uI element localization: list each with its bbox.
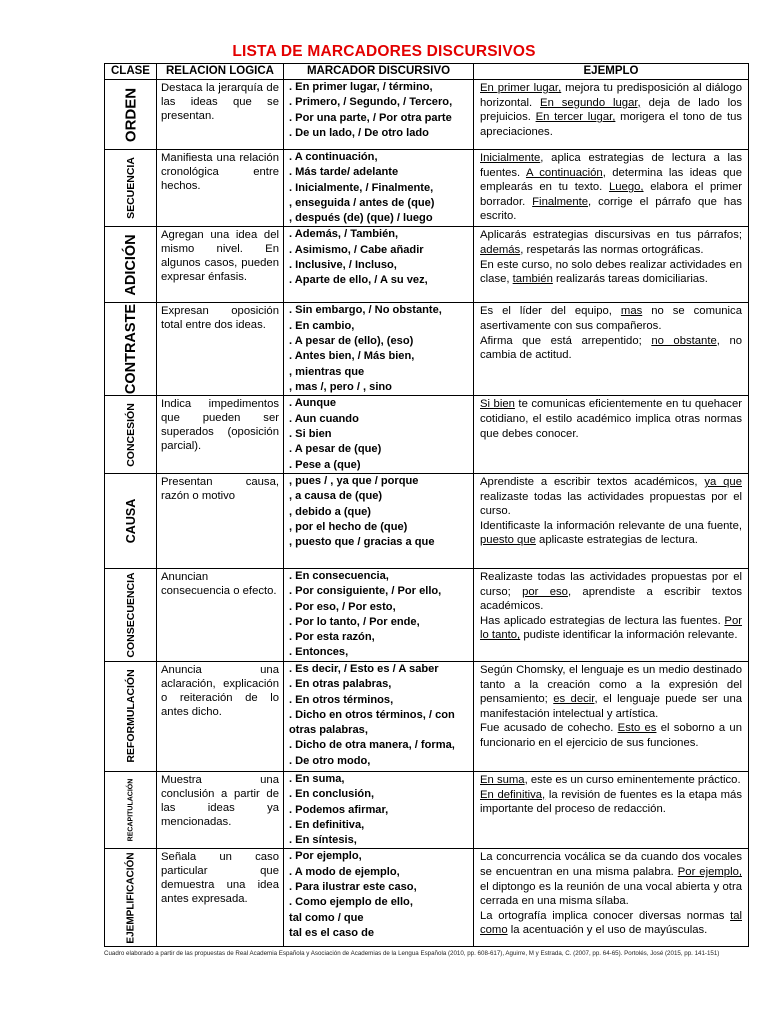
relacion-text: Destaca la jerarquía de las ideas que se presentan. xyxy=(161,82,279,122)
highlighted-marker: Finalmente xyxy=(532,195,589,208)
marcador-item: . Por esta razón, xyxy=(289,631,375,644)
marcador-cell xyxy=(284,661,474,771)
relacion-text: Expresan oposición total entre dos ideas. xyxy=(161,305,279,332)
marcador-item: . Por eso, / Por esto, xyxy=(289,600,396,613)
relacion-text: Manifiesta una relación cronológica entre hechos. xyxy=(161,152,279,192)
relacion-cell xyxy=(157,396,284,473)
marcador-cell xyxy=(284,227,474,303)
ejemplo-paragraph xyxy=(480,334,742,363)
relacion-cell xyxy=(157,849,284,947)
table-row xyxy=(105,473,749,568)
highlighted-marker: En segundo lugar, xyxy=(540,96,641,109)
marcador-item: . Como ejemplo de ello, xyxy=(289,896,413,909)
clase-label: REFORMULACIÓN xyxy=(124,669,137,764)
marcador-item: . Primero, / Segundo, / Tercero, xyxy=(289,96,453,109)
marcador-item: . En primer lugar, / término, xyxy=(289,81,433,93)
ejemplo-text: Aprendiste a escribir textos académicos, xyxy=(480,475,705,488)
ejemplo-text: deja de lado los prejuicios. xyxy=(480,96,743,124)
ejemplo-text: morigera el tono de tus apreciaciones. xyxy=(480,111,743,138)
marcador-item: , a causa de (que) xyxy=(289,490,383,503)
marcador-item: . A modo de ejemplo, xyxy=(289,865,400,878)
marcador-item: . Por una parte, / Por otra parte xyxy=(289,111,452,124)
marcador-item: . Inclusive, / Incluso, xyxy=(289,259,397,272)
ejemplo-cell xyxy=(474,568,749,661)
ejemplo-paragraph xyxy=(480,721,742,750)
header-marcador: MARCADOR DISCURSIVO xyxy=(284,64,474,80)
ejemplo-text: aplicaste estrategias de lectura. xyxy=(535,534,698,547)
ejemplo-paragraph xyxy=(480,909,742,938)
highlighted-marker: Por lo tanto, xyxy=(480,614,742,642)
marcador-item: , después (de) (que) / luego xyxy=(289,212,433,225)
highlighted-marker: Inicialmente xyxy=(480,152,541,164)
marcador-item: . Entonces, xyxy=(289,646,349,659)
clase-label: RECAPITULACIÓN xyxy=(127,778,134,842)
ejemplo-paragraph xyxy=(480,570,742,614)
clase-cell xyxy=(105,80,157,150)
relacion-text: Anuncian consecuencia o efecto. xyxy=(161,570,277,597)
marcador-item: . En síntesis, xyxy=(289,834,357,847)
highlighted-marker: En tercer lugar, xyxy=(535,111,616,124)
ejemplo-text: Identificaste la información relevante de una fuente, xyxy=(480,519,742,532)
ejemplo-text: , aplica estrategias de lectura a las fuentes. xyxy=(480,152,742,179)
marcador-item: . En consecuencia, xyxy=(289,569,389,582)
highlighted-marker: mas xyxy=(620,305,643,318)
marcador-item: . Además, / También, xyxy=(289,228,399,241)
relacion-text: Indica impedimentos que pueden ser superados (oposición parcial). xyxy=(161,398,279,453)
highlighted-marker: no obstante xyxy=(651,334,717,347)
ejemplo-paragraph xyxy=(480,519,742,548)
ejemplo-text: , aprendiste a escribir textos académicos. xyxy=(480,585,742,613)
marcador-item: . A continuación, xyxy=(289,151,378,163)
marcador-item: . En definitiva, xyxy=(289,818,365,831)
relacion-cell xyxy=(157,473,284,568)
highlighted-marker: Si bien xyxy=(480,398,515,411)
marcador-item: . Para ilustrar este caso, xyxy=(289,881,417,894)
ejemplo-paragraph xyxy=(480,151,742,224)
table-header-row xyxy=(105,64,749,80)
ejemplo-paragraph xyxy=(480,397,742,441)
marcador-item: . En cambio, xyxy=(289,319,355,332)
ejemplo-text: el diptongo es la reunión de una vocal abierta y otra cerrada en una misma sílaba. xyxy=(480,880,742,908)
ejemplo-text: Afirma que está arrepentido; xyxy=(480,334,652,347)
relacion-text: Agregan una idea del mismo nivel. En algunos casos, pueden expresar énfasis. xyxy=(161,229,279,284)
page-title: LISTA DE MARCADORES DISCURSIVOS xyxy=(232,43,536,60)
ejemplo-text: La ortografía implica conocer diversas normas xyxy=(480,909,731,922)
ejemplo-text: , no cambia de actitud. xyxy=(480,334,743,362)
clase-cell xyxy=(105,771,157,848)
ejemplo-paragraph xyxy=(480,788,742,817)
relacion-cell xyxy=(157,661,284,771)
ejemplo-paragraph xyxy=(480,475,742,519)
ejemplo-text: la acentuación y el uso de mayúsculas. xyxy=(507,924,708,937)
marcador-item: . Aunque xyxy=(289,397,337,410)
ejemplo-paragraph xyxy=(480,258,742,287)
ejemplo-text: Según Chomsky, el lenguaje es un medio destinado tanto a la creación como a la expresión del pensamiento; xyxy=(480,663,742,706)
marcador-item: . A pesar de (ello), (eso) xyxy=(289,335,414,348)
header-ejemplo: EJEMPLO xyxy=(474,64,749,80)
marcador-cell xyxy=(284,303,474,396)
ejemplo-text: realizarás tareas domiciliarias. xyxy=(552,273,708,286)
table-row xyxy=(105,661,749,771)
ejemplo-paragraph xyxy=(480,663,742,721)
ejemplo-text: , respetarás las normas ortográficas. xyxy=(520,244,704,257)
markers-table xyxy=(104,63,749,947)
header-clase: CLASE xyxy=(105,64,157,80)
header-relacion: RELACION LOGICA xyxy=(157,64,284,80)
highlighted-marker: puesto que xyxy=(480,534,536,547)
ejemplo-cell xyxy=(474,80,749,150)
table-row xyxy=(105,80,749,150)
marcador-item: tal como / que xyxy=(289,911,364,924)
table-row xyxy=(105,396,749,473)
ejemplo-cell xyxy=(474,661,749,771)
footnote: Cuadro elaborado a partir de las propuestas de Real Academia Española y Asociación de Academias de la Lengua Española (2010, pp. 608-617), Aguirre, M y Estrada, C. (2007, pp. 64-65). Portolés, José (2015, pp. 141-151) xyxy=(104,950,720,957)
ejemplo-paragraph xyxy=(480,81,742,139)
ejemplo-text: , determina las ideas que emplearás en tu texto. xyxy=(480,166,742,194)
clase-cell xyxy=(105,849,157,947)
marcador-item: . De un lado, / De otro lado xyxy=(289,126,429,139)
clase-cell xyxy=(105,227,157,303)
marcador-item: tal es el caso de xyxy=(289,926,375,939)
relacion-cell xyxy=(157,303,284,396)
ejemplo-cell xyxy=(474,150,749,227)
highlighted-marker: A continuación xyxy=(525,166,603,179)
relacion-cell xyxy=(157,568,284,661)
clase-label: SECUENCIA xyxy=(124,157,137,220)
marcador-item: . Sin embargo, / No obstante, xyxy=(289,304,442,317)
ejemplo-text: elabora el primer borrador. xyxy=(480,181,742,208)
ejemplo-paragraph xyxy=(480,614,742,643)
highlighted-marker: En suma xyxy=(480,773,525,786)
marcador-item: . Dicho de otra manera, / forma, xyxy=(289,739,455,752)
ejemplo-paragraph xyxy=(480,304,742,333)
marcador-cell xyxy=(284,473,474,568)
marcador-item: . Es decir, / Esto es / A saber xyxy=(289,662,439,675)
table-row xyxy=(105,568,749,661)
marcador-item: . Por lo tanto, / Por ende, xyxy=(289,615,420,628)
clase-cell xyxy=(105,473,157,568)
highlighted-marker: Esto es xyxy=(617,722,657,735)
marcador-item: . Asimismo, / Cabe añadir xyxy=(289,243,424,256)
marcador-item: . Si bien xyxy=(289,428,332,441)
ejemplo-text: , corrige el párrafo que has escrito. xyxy=(480,195,743,223)
ejemplo-cell xyxy=(474,227,749,303)
ejemplo-text: Es el líder del equipo, xyxy=(480,305,621,318)
marcador-cell xyxy=(284,396,474,473)
clase-label: CONTRASTE xyxy=(122,304,139,395)
marcador-cell xyxy=(284,849,474,947)
ejemplo-text: La concurrencia vocálica se da cuando dos vocales se encuentran en una misma palabra. xyxy=(480,851,742,879)
ejemplo-text: Fue acusado de cohecho. xyxy=(480,722,618,735)
ejemplo-text: , el lenguaje puede ser una manifestación intelectual y artística. xyxy=(480,693,743,720)
marcador-item: , pues / , ya que / porque xyxy=(289,474,419,487)
marcador-item: . Antes bien, / Más bien, xyxy=(289,350,415,363)
marcador-item: . Aun cuando xyxy=(289,412,359,425)
ejemplo-paragraph xyxy=(480,773,742,788)
ejemplo-text: la revisión de fuentes es la etapa más importante del proceso de redacción. xyxy=(480,788,742,816)
marcador-item: . De otro modo, xyxy=(289,754,371,767)
marcador-item: . En suma, xyxy=(289,772,345,785)
marcador-item: , mas /, pero / , sino xyxy=(289,380,392,393)
relacion-cell xyxy=(157,80,284,150)
marcador-item: , por el hecho de (que) xyxy=(289,520,408,533)
table-row xyxy=(105,849,749,947)
marcador-item: . En otros términos, xyxy=(289,693,394,706)
highlighted-marker: En primer lugar, xyxy=(480,82,562,94)
relacion-text: Anuncia una aclaración, explicación o reiteración de lo antes dicho. xyxy=(161,663,279,718)
ejemplo-cell xyxy=(474,303,749,396)
marcador-item: , enseguida / antes de (que) xyxy=(289,196,435,209)
clase-cell xyxy=(105,303,157,396)
marcador-item: . Más tarde/ adelante xyxy=(289,166,399,179)
marcador-item: , debido a (que) xyxy=(289,505,371,518)
relacion-cell xyxy=(157,771,284,848)
ejemplo-text: mejora tu predisposición al diálogo horizontal. xyxy=(480,82,742,109)
clase-cell xyxy=(105,396,157,473)
ejemplo-text: pudiste identificar la información relevante. xyxy=(520,629,738,642)
relacion-cell xyxy=(157,150,284,227)
clase-label: CONSECUENCIA xyxy=(124,572,137,658)
clase-label: ADICIÓN xyxy=(122,234,139,296)
relacion-cell xyxy=(157,227,284,303)
clase-label: CONCESIÓN xyxy=(124,402,137,467)
highlighted-marker: En definitiva, xyxy=(480,788,546,801)
ejemplo-paragraph xyxy=(480,850,742,908)
marcador-cell xyxy=(284,80,474,150)
ejemplo-text: realizaste todas las actividades propuestas por el curso. xyxy=(480,490,742,518)
marcador-item: . Aparte de ello, / A su vez, xyxy=(289,274,428,287)
ejemplo-text: Aplicarás estrategias discursivas en tus párrafos; xyxy=(480,229,742,242)
ejemplo-text: el soborno a un funcionario en el ejercicio de sus funciones. xyxy=(480,722,742,749)
marcador-item: . En otras palabras, xyxy=(289,678,392,691)
table-row xyxy=(105,771,749,848)
ejemplo-paragraph xyxy=(480,228,742,257)
clase-cell xyxy=(105,568,157,661)
marcador-item: , puesto que / gracias a que xyxy=(289,536,435,549)
table-row xyxy=(105,227,749,303)
marcador-item: . Inicialmente, / Finalmente, xyxy=(289,181,434,194)
marcador-item: , mientras que xyxy=(289,365,365,378)
table-row xyxy=(105,303,749,396)
marcador-cell xyxy=(284,568,474,661)
clase-label: EJEMPLIFICACIÓN xyxy=(125,852,136,944)
relacion-text: Muestra una conclusión a partir de las ideas ya mencionadas. xyxy=(161,773,279,828)
ejemplo-text: te comunicas eficientemente en tu quehacer cotidiano, el estilo académico implica otras normas que debes conocer. xyxy=(480,398,742,440)
table-row xyxy=(105,150,749,227)
clase-label: CAUSA xyxy=(123,498,138,544)
ejemplo-text: no se comunica asertivamente con sus compañeros. xyxy=(480,305,742,333)
ejemplo-cell xyxy=(474,473,749,568)
marcador-item: . Podemos afirmar, xyxy=(289,803,389,816)
ejemplo-text: , este es un curso eminentemente práctico. xyxy=(524,773,741,786)
ejemplo-cell xyxy=(474,849,749,947)
relacion-text: Presentan causa, razón o motivo xyxy=(161,475,279,502)
highlighted-marker: además xyxy=(480,244,521,257)
ejemplo-cell xyxy=(474,771,749,848)
marcador-item: . Pese a (que) xyxy=(289,458,361,471)
highlighted-marker: ya que xyxy=(704,475,742,488)
highlighted-marker: es decir xyxy=(553,693,595,706)
clase-cell xyxy=(105,150,157,227)
marcador-cell xyxy=(284,771,474,848)
ejemplo-text: Realizaste todas las actividades propuestas por el curso; xyxy=(480,570,742,598)
highlighted-marker: tal como xyxy=(480,909,742,937)
marcador-cell xyxy=(284,150,474,227)
marcador-item: otras palabras, xyxy=(289,724,368,737)
marcador-item: . Por consiguiente, / Por ello, xyxy=(289,585,442,598)
ejemplo-cell xyxy=(474,396,749,473)
clase-cell xyxy=(105,661,157,771)
ejemplo-text: Has aplicado estrategias de lectura las fuentes. xyxy=(480,614,725,627)
marcador-item: . En conclusión, xyxy=(289,788,375,801)
highlighted-marker: también xyxy=(512,273,553,286)
highlighted-marker: Luego, xyxy=(608,181,644,194)
clase-label: ORDEN xyxy=(122,87,139,142)
highlighted-marker: por eso xyxy=(522,585,568,598)
ejemplo-text: En este curso, no solo debes realizar actividades en clase, xyxy=(480,258,742,286)
marcador-item: . Por ejemplo, xyxy=(289,850,362,863)
highlighted-marker: Por ejemplo, xyxy=(677,866,742,879)
marcador-item: . Dicho en otros términos, / con xyxy=(289,708,455,721)
relacion-text: Señala un caso particular que demuestra una idea antes expresada. xyxy=(161,851,279,906)
marcador-item: . A pesar de (que) xyxy=(289,443,382,456)
